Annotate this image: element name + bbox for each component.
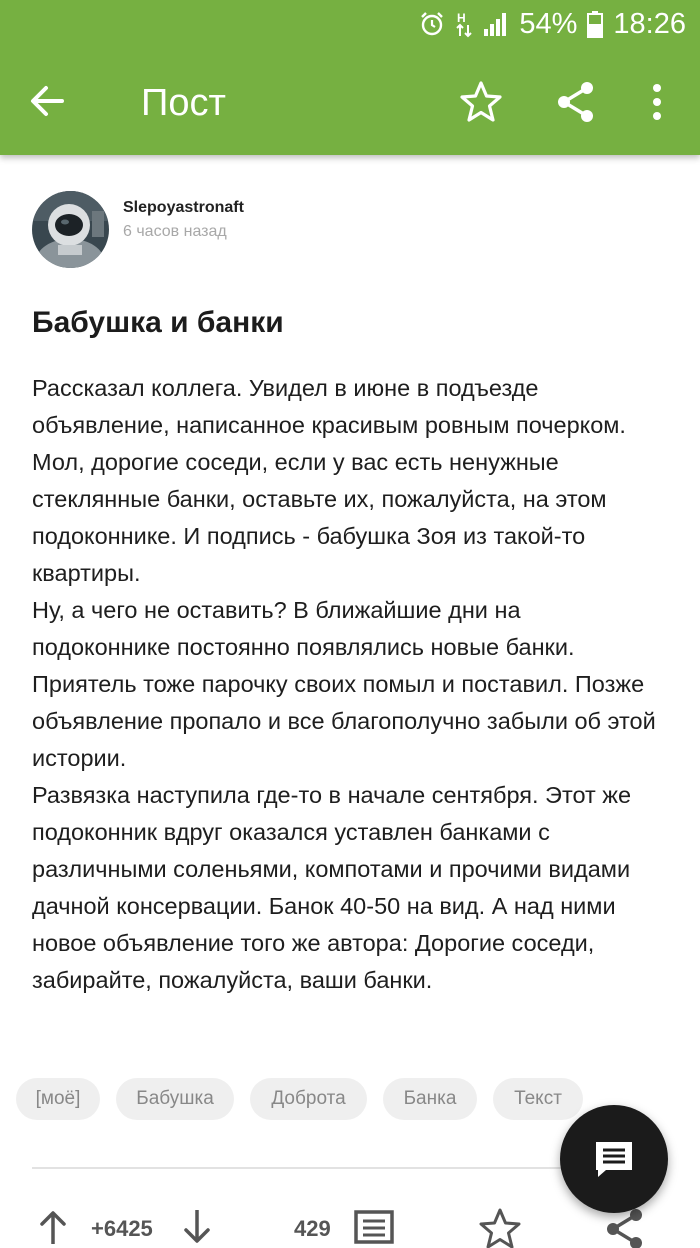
star-icon[interactable] bbox=[459, 80, 503, 124]
battery-percent: 54% bbox=[519, 7, 578, 40]
post-time: 6 часов назад bbox=[123, 223, 227, 240]
arrow-up-icon[interactable] bbox=[38, 1210, 68, 1244]
star-icon[interactable] bbox=[478, 1208, 522, 1248]
post-paragraph: Рассказал коллега. Увидел в июне в подъезде объявление, написанное красивым ровным почерком. Мол, дорогие соседи, если у вас есть ненужные стеклянные банки, оставьте их, пожалуйста, на этом подоконнике. И подпись - бабушка Зоя из такой-то квартиры. bbox=[32, 375, 626, 586]
post-paragraph: Ну, а чего не оставить? В ближайшие дни на подоконнике постоянно появлялись новые банки. Приятель тоже парочку своих помыл и поставил. Позже объявление пропало и все благополучно забыли об этой истории. bbox=[32, 597, 656, 771]
author-name[interactable]: Slepoyastronaft bbox=[123, 199, 244, 216]
post-title: Бабушка и банки bbox=[32, 306, 284, 339]
data-arrows-icon bbox=[455, 10, 473, 38]
post-paragraph: Развязка наступила где-то в начале сентября. Этот же подоконник вдруг оказался уставлен банками с различными соленьями, компотами и прочими видами дачной консервации. Банок 40-50 на вид. А над ними новое объявление того же автора: Дорогие соседи, забирайте, пожалуйста, ваши банки. bbox=[32, 782, 632, 993]
svg-text:H: H bbox=[457, 11, 467, 25]
message-icon bbox=[594, 1140, 634, 1180]
divider bbox=[32, 1167, 632, 1169]
clock: 18:26 bbox=[613, 7, 686, 40]
avatar[interactable] bbox=[32, 191, 109, 268]
app-bar bbox=[0, 58, 700, 148]
more-vert-icon[interactable] bbox=[645, 80, 669, 124]
comments-count[interactable]: 429 bbox=[294, 1216, 331, 1241]
back-arrow-icon[interactable] bbox=[28, 82, 66, 120]
top-bar bbox=[0, 0, 700, 155]
post-body bbox=[32, 370, 662, 999]
signal-icon bbox=[483, 11, 509, 37]
page-title: Пост bbox=[141, 82, 226, 124]
alarm-icon bbox=[419, 11, 445, 37]
rating-count: +6425 bbox=[91, 1216, 153, 1241]
tag-chip[interactable]: Текст bbox=[493, 1078, 583, 1120]
tag-chip[interactable]: Бабушка bbox=[116, 1078, 234, 1120]
share-icon[interactable] bbox=[604, 1208, 646, 1248]
battery-icon bbox=[587, 10, 603, 38]
tag-chip[interactable]: Банка bbox=[383, 1078, 477, 1120]
arrow-down-icon[interactable] bbox=[182, 1210, 212, 1244]
comment-icon[interactable] bbox=[354, 1210, 394, 1244]
status-bar bbox=[419, 6, 686, 42]
share-icon[interactable] bbox=[555, 80, 597, 124]
tag-chip[interactable]: Доброта bbox=[250, 1078, 367, 1120]
tag-chip[interactable]: [моё] bbox=[16, 1078, 100, 1120]
comment-fab-button[interactable] bbox=[560, 1105, 668, 1213]
